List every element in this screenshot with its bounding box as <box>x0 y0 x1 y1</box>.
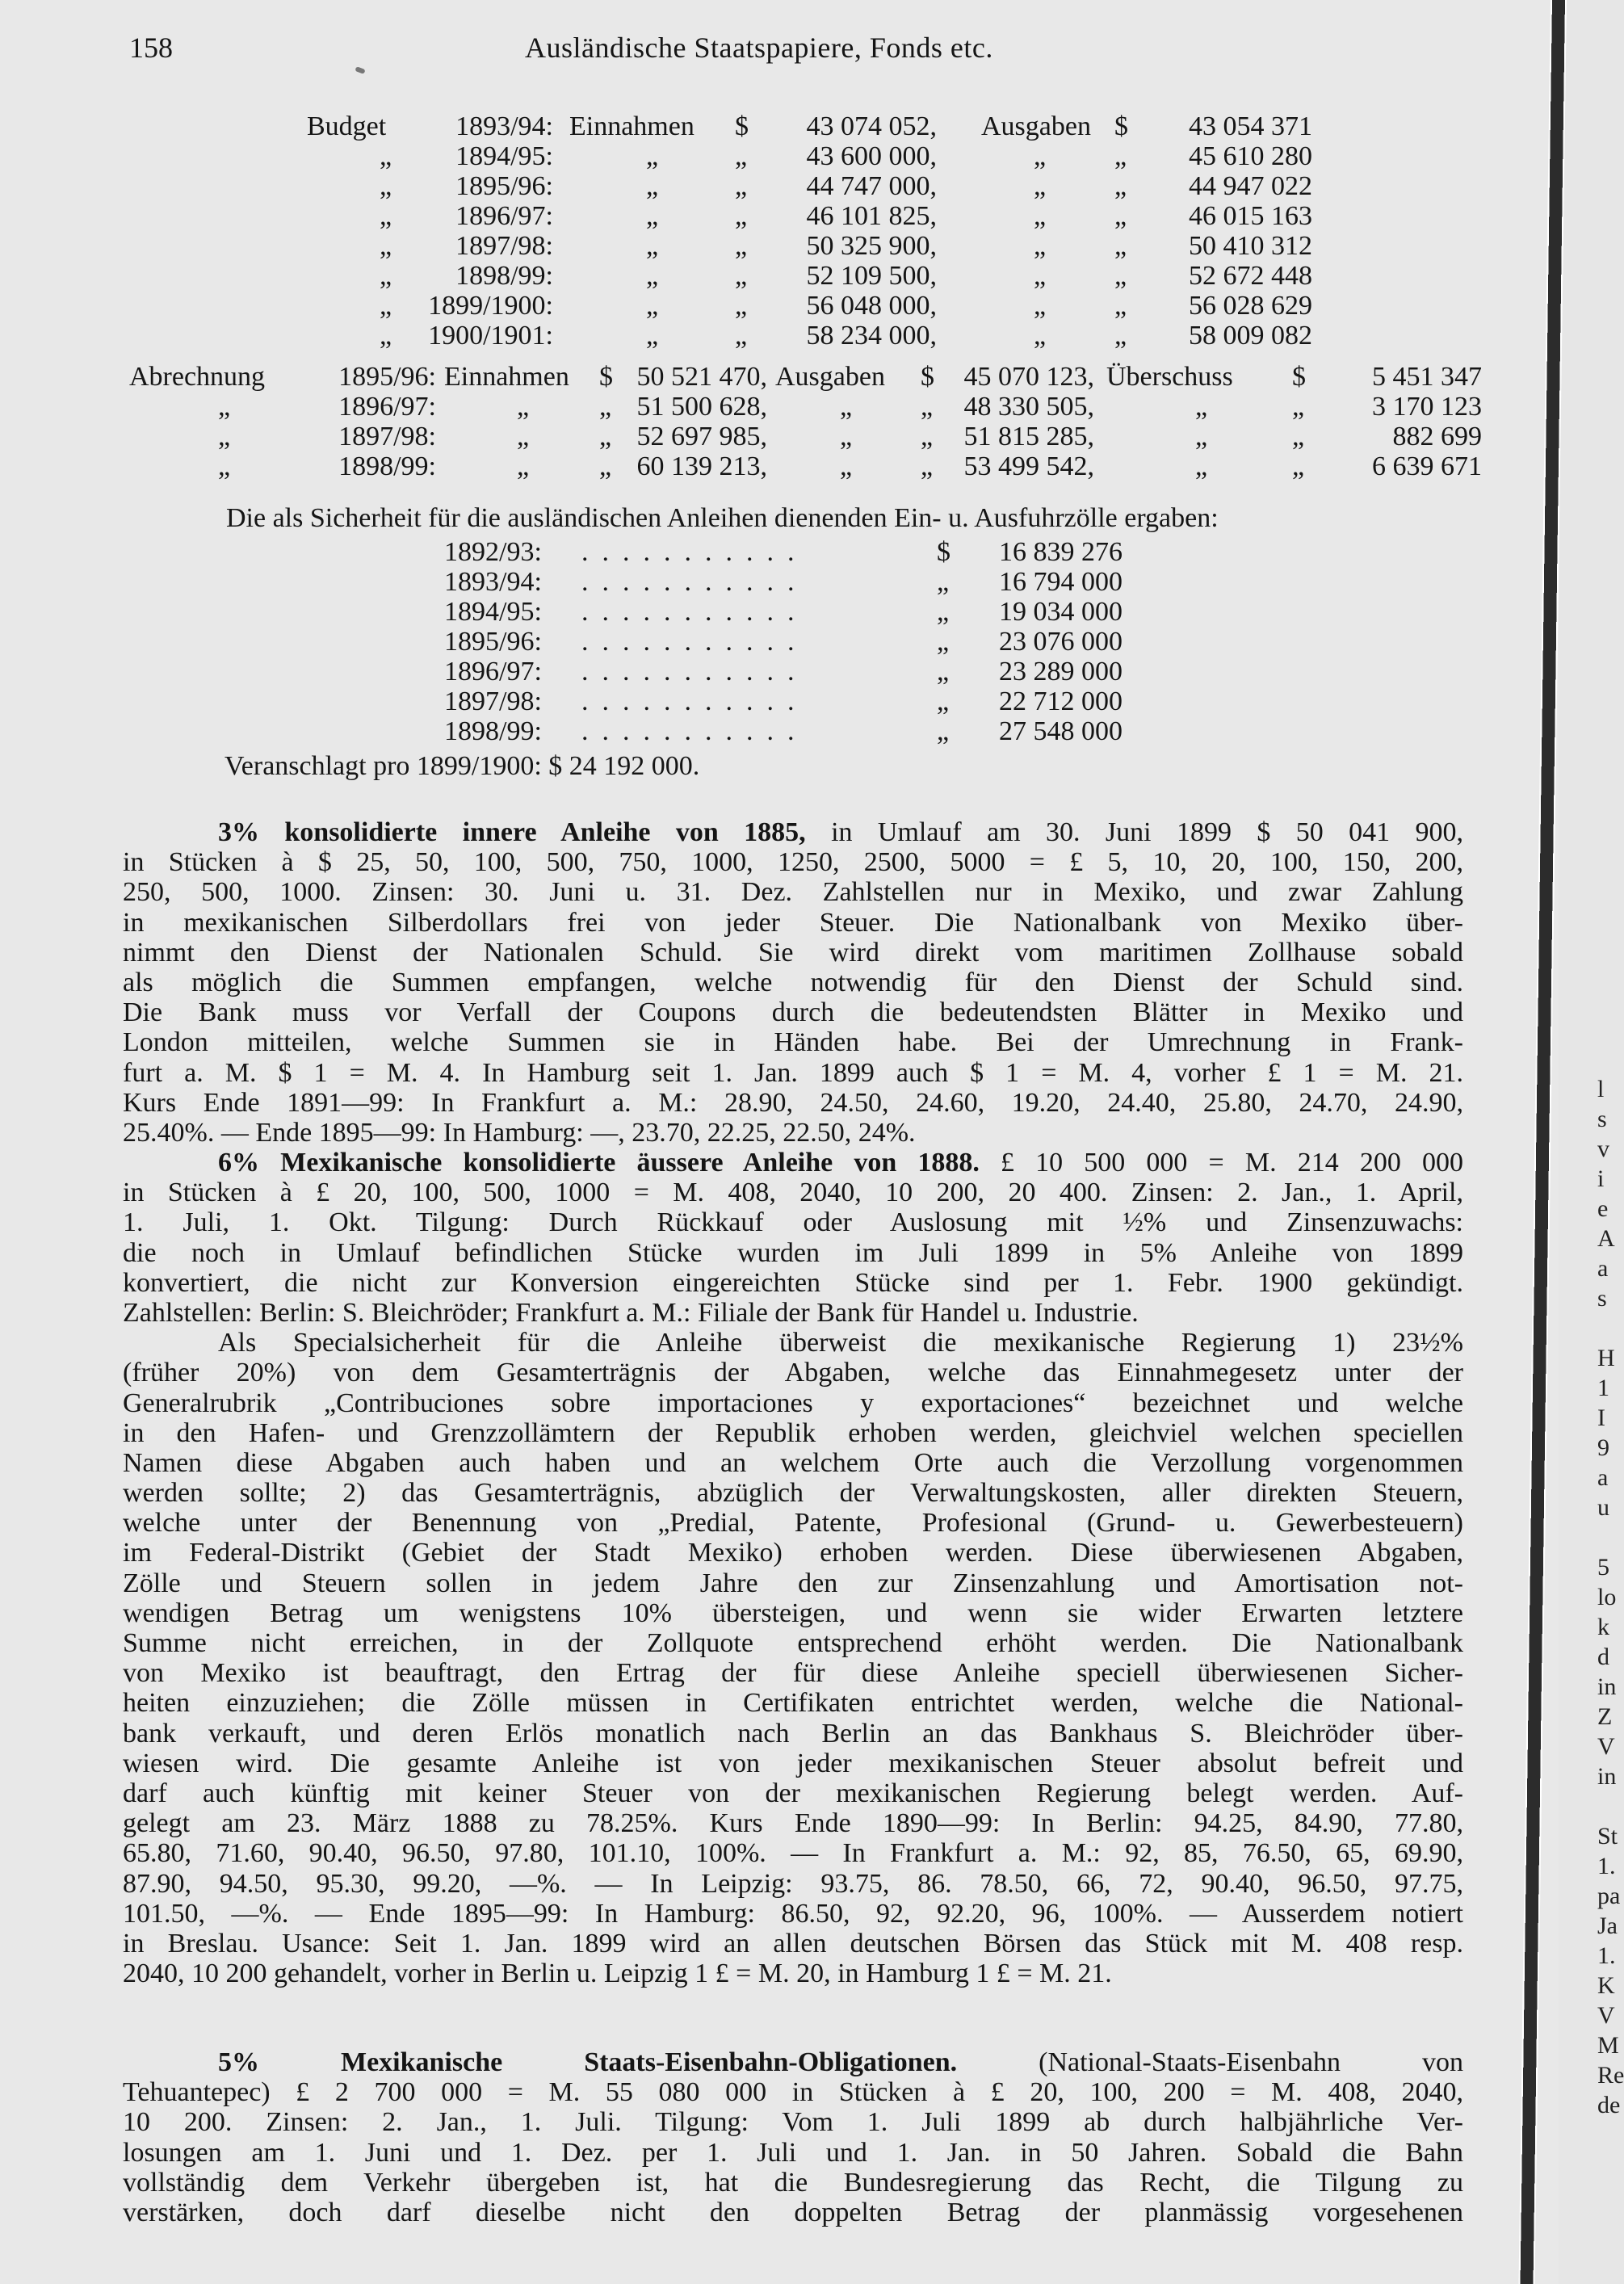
facing-page-fragment: V <box>1597 1733 1615 1760</box>
facing-page-fragment: in <box>1597 1673 1617 1700</box>
currency-symbol: $ <box>735 111 749 141</box>
budget-year: 1899/1900: <box>428 291 553 321</box>
text-line: welche unter der Benennung von „Predial, Patente, Profesional (Grund- u. Gewerbesteuern) <box>123 1508 1463 1539</box>
text-line: in mexikanischen Silberdollars frei von jeder Steuer. Die Nationalbank von Mexiko über- <box>123 907 1463 938</box>
budget-income: 52 109 500, <box>806 261 937 291</box>
settlement-surplus: 6 639 671 <box>1372 451 1482 481</box>
settlement-year: 1897/98: <box>338 422 436 451</box>
facing-page-fragment: K <box>1597 1972 1615 1999</box>
surplus-label: Überschuss <box>1106 362 1233 392</box>
currency-symbol: $ <box>921 362 934 392</box>
text-line: die noch in Umlauf befindlichen Stücke wurden im Juli 1899 in 5% Anleihe von 1899 <box>123 1237 1463 1268</box>
customs-row <box>444 627 1171 657</box>
budget-year: 1896/97: <box>455 201 553 231</box>
customs-value: 23 076 000 <box>999 627 1123 657</box>
ditto-mark: „ <box>1114 321 1127 351</box>
ditto-mark: „ <box>1114 231 1127 261</box>
text-line: konvertiert, die nicht zur Konversion eingereichten Stücke sind per 1. Febr. 1900 gekündigt. <box>123 1267 1463 1298</box>
ditto-mark: „ <box>517 392 530 422</box>
text-line: Summe nicht erreichen, in der Zollquote entsprechend erhöht werden. Die Nationalbank <box>123 1628 1463 1658</box>
customs-estimate: Veranschlagt pro 1899/1900: $ 24 192 000. <box>225 751 700 781</box>
text-line: losungen am 1. Juni und 1. Dez. per 1. Juli und 1. Jan. in 50 Jahren. Sobald die Bahn <box>123 2137 1463 2168</box>
ditto-mark: „ <box>646 291 659 321</box>
customs-row <box>444 567 1171 597</box>
facing-page-fragment: 1 <box>1597 1375 1609 1401</box>
facing-page-fragment: St <box>1597 1823 1618 1849</box>
ditto-mark: „ <box>840 451 853 481</box>
ditto-mark: „ <box>1195 422 1208 451</box>
ditto-mark: „ <box>735 261 748 291</box>
budget-expense: 56 028 629 <box>1189 291 1312 321</box>
ditto-mark: „ <box>380 231 392 261</box>
budget-year: 1900/1901: <box>428 321 553 351</box>
text-line: Die Bank muss vor Verfall der Coupons durch die bedeutendsten Blätter in Mexiko und <box>123 997 1463 1028</box>
customs-year: 1897/98: <box>444 686 542 716</box>
facing-page-fragments <box>1597 1074 1622 2120</box>
settlement-label: Abrechnung <box>129 362 266 392</box>
facing-page-fragment: 5 <box>1597 1554 1609 1581</box>
text-line: gelegt am 23. März 1888 zu 78.25%. Kurs Ende 1890—99: In Berlin: 94.25, 84.90, 77.80, <box>123 1808 1463 1839</box>
ditto-mark: „ <box>380 201 392 231</box>
ditto-mark: „ <box>1195 392 1208 422</box>
running-header <box>129 31 1470 71</box>
customs-year: 1898/99: <box>444 716 542 746</box>
ditto-mark: „ <box>937 657 950 686</box>
customs-year: 1896/97: <box>444 657 542 686</box>
text-line: Tehuantepec) £ 2 700 000 = M. 55 080 000 in Stücken à £ 20, 100, 200 = M. 408, 2040, <box>123 2077 1463 2108</box>
customs-value: 27 548 000 <box>999 716 1123 746</box>
facing-page-fragment: i <box>1597 1165 1605 1192</box>
ditto-mark: „ <box>937 567 950 597</box>
ditto-mark: „ <box>218 451 231 481</box>
settlement-row <box>129 422 1486 451</box>
text-line: Zahlstellen: Berlin: S. Bleichröder; Frankfurt a. M.: Filiale der Bank für Handel u. Industrie. <box>123 1297 1139 1328</box>
ditto-mark: „ <box>218 422 231 451</box>
ditto-mark: „ <box>735 201 748 231</box>
section-3pct-inner-loan <box>123 817 1463 1148</box>
ditto-mark: „ <box>380 321 392 351</box>
budget-expense: 45 610 280 <box>1189 141 1312 171</box>
settlement-expense: 53 499 542, <box>963 451 1094 481</box>
ditto-mark: „ <box>380 291 392 321</box>
budget-year: 1897/98: <box>455 231 553 261</box>
leader-dots: ........... <box>581 537 808 567</box>
budget-year: 1894/95: <box>455 141 553 171</box>
budget-expense: 43 054 371 <box>1189 111 1312 141</box>
section-heading: 3% konsolidierte innere Anleihe von 1885, <box>218 817 806 847</box>
facing-page-fragment: s <box>1597 1285 1607 1312</box>
ditto-mark: „ <box>1292 422 1305 451</box>
text-line: wiesen wird. Die gesamte Anleihe ist von jeder mexikanischen Steuer absolut befreit und <box>123 1748 1463 1778</box>
ditto-mark: „ <box>646 141 659 171</box>
ditto-mark: „ <box>1034 201 1047 231</box>
ditto-mark: „ <box>517 451 530 481</box>
text-run: in Umlauf am 30. Juni 1899 $ 50 041 900, <box>805 817 1463 847</box>
budget-label: Budget <box>307 111 387 141</box>
budget-row <box>307 171 1357 201</box>
budget-row <box>307 291 1357 321</box>
settlement-expense: 48 330 505, <box>963 392 1094 422</box>
facing-page-fragment: lo <box>1597 1584 1617 1610</box>
customs-intro: Die als Sicherheit für die ausländischen Anleihen dienenden Ein- u. Ausfuhrzölle ergaben: <box>226 503 1219 533</box>
ditto-mark: „ <box>735 231 748 261</box>
budget-expense: 46 015 163 <box>1189 201 1312 231</box>
facing-page-fragment: 1. <box>1597 1942 1616 1969</box>
settlement-table <box>129 362 1486 481</box>
ditto-mark: „ <box>735 321 748 351</box>
ditto-mark: „ <box>646 321 659 351</box>
facing-page-fragment: u <box>1597 1494 1609 1521</box>
ditto-mark: „ <box>1114 171 1127 201</box>
ditto-mark: „ <box>1034 171 1047 201</box>
text-line: in Breslau. Usance: Seit 1. Jan. 1899 wird an allen deutschen Börsen das Stück mit M. 408 resp. <box>123 1928 1463 1959</box>
text-line: in Stücken à £ 20, 100, 500, 1000 = M. 408, 2040, 10 200, 20 400. Zinsen: 2. Jan., 1. April, <box>123 1178 1463 1208</box>
text-line: London mitteilen, welche Summen sie in Händen habe. Bei der Umrechnung in Frank- <box>123 1027 1463 1058</box>
customs-year: 1895/96: <box>444 627 542 657</box>
facing-page-fragment: 1. <box>1597 1853 1616 1879</box>
ditto-mark: „ <box>380 141 392 171</box>
settlement-income: 52 697 985, <box>636 422 767 451</box>
leader-dots: ........... <box>581 567 808 597</box>
income-label: Einnahmen <box>569 111 695 141</box>
text-line: 1. Juli, 1. Okt. Tilgung: Durch Rückkauf oder Auslosung mit ½% und Zinsenzuwachs: <box>123 1207 1463 1238</box>
customs-year: 1892/93: <box>444 537 542 567</box>
ditto-mark: „ <box>599 422 612 451</box>
customs-value: 22 712 000 <box>999 686 1123 716</box>
ditto-mark: „ <box>646 171 659 201</box>
settlement-year: 1896/97: <box>338 392 436 422</box>
settlement-income: 51 500 628, <box>636 392 767 422</box>
ditto-mark: „ <box>840 392 853 422</box>
budget-income: 43 600 000, <box>806 141 937 171</box>
facing-page-fragment: H <box>1597 1345 1615 1371</box>
budget-row <box>307 141 1357 171</box>
ditto-mark: „ <box>646 261 659 291</box>
facing-page-fragment: Ja <box>1597 1912 1618 1939</box>
text-line: 65.80, 71.60, 90.40, 96.50, 97.80, 101.10, 100%. — In Frankfurt a. M.: 92, 85, 76.50, 65, 69.90, <box>123 1838 1463 1869</box>
text-line: (früher 20%) von dem Gesamterträgnis der Abgaben, welche das Einnahmegesetz unter der <box>123 1358 1463 1388</box>
text-line: Kurs Ende 1891—99: In Frankfurt a. M.: 28.90, 24.50, 24.60, 19.20, 24.40, 25.80, 24.70, 24.90, <box>123 1087 1463 1118</box>
budget-income: 43 074 052, <box>806 111 937 141</box>
customs-value: 16 839 276 <box>999 537 1123 567</box>
text-line: bank verkauft, und deren Erlös monatlich nach Berlin an das Bankhaus S. Bleichröder über- <box>123 1718 1463 1749</box>
budget-income: 58 234 000, <box>806 321 937 351</box>
facing-page-fragment: d <box>1597 1644 1609 1670</box>
text-line: werden sollte; 2) das Gesamterträgnis, abzüglich der Verwaltungskosten, aller direkten Steuern, <box>123 1478 1463 1509</box>
facing-page-fragment: I <box>1597 1404 1605 1431</box>
budget-expense: 50 410 312 <box>1189 231 1312 261</box>
section-heading: 6% Mexikanische konsolidierte äussere Anleihe von 1888. <box>218 1148 980 1178</box>
facing-page-fragment: Re <box>1597 2062 1624 2089</box>
budget-year: 1898/99: <box>455 261 553 291</box>
text-line: vollständig dem Verkehr übergeben ist, hat die Bundesregierung das Recht, die Tilgung zu <box>123 2167 1463 2198</box>
facing-page-fragment: k <box>1597 1614 1609 1640</box>
facing-page-fragment: a <box>1597 1255 1609 1282</box>
budget-income: 56 048 000, <box>806 291 937 321</box>
running-title: Ausländische Staatspapiere, Fonds etc. <box>525 31 993 64</box>
text-line: verstärken, doch darf dieselbe nicht den doppelten Betrag der planmässig vorgesehenen <box>123 2197 1463 2227</box>
currency-symbol: $ <box>599 362 613 392</box>
text-line: wendigen Betrag um wenigstens 10% übersteigen, und wenn sie wider Erwarten letztere <box>123 1598 1463 1628</box>
text-line: in Stücken à $ 25, 50, 100, 500, 750, 1000, 1250, 2500, 5000 = £ 5, 10, 20, 100, 150, 200, <box>123 847 1463 878</box>
customs-year: 1894/95: <box>444 597 542 627</box>
ditto-mark: „ <box>937 686 950 716</box>
text-line: furt a. M. $ 1 = M. 4. In Hamburg seit 1. Jan. 1899 auch $ 1 = M. 4, vorher £ 1 = M. 21. <box>123 1057 1463 1088</box>
text-line: nimmt den Dienst der Nationalen Schuld. Sie wird direkt vom maritimen Zollhause sobald <box>123 937 1463 968</box>
ditto-mark: „ <box>921 451 934 481</box>
currency-symbol: $ <box>1114 111 1128 141</box>
budget-income: 44 747 000, <box>806 171 937 201</box>
ditto-mark: „ <box>218 392 231 422</box>
text-line: Als Specialsicherheit für die Anleihe überweist die mexikanische Regierung 1) 23½% <box>218 1328 1463 1358</box>
ditto-mark: „ <box>646 201 659 231</box>
section-heading: 5% Mexikanische Staats-Eisenbahn-Obligationen. <box>218 2047 958 2077</box>
customs-value: 23 289 000 <box>999 657 1123 686</box>
settlement-income: 50 521 470, <box>636 362 767 392</box>
text-line: 250, 500, 1000. Zinsen: 30. Juni u. 31. Dez. Zahlstellen nur in Mexiko, und zwar Zahlung <box>123 877 1463 908</box>
budget-expense: 58 009 082 <box>1189 321 1312 351</box>
facing-page-fragment: Z <box>1597 1703 1613 1730</box>
budget-row <box>307 201 1357 231</box>
budget-income: 46 101 825, <box>806 201 937 231</box>
text-line: heiten einzuziehen; die Zölle müssen in Certifikaten entrichtet werden, welche die National- <box>123 1688 1463 1719</box>
settlement-row <box>129 451 1486 481</box>
ditto-mark: „ <box>1114 261 1127 291</box>
customs-table <box>444 537 1171 746</box>
text-line: im Federal-Distrikt (Gebiet der Stadt Mexiko) erhoben werden. Diese überwiesenen Abgaben, <box>123 1538 1463 1568</box>
text-run: (National-Staats-Eisenbahn von <box>957 2047 1464 2077</box>
customs-value: 19 034 000 <box>999 597 1123 627</box>
facing-page-fragment: A <box>1597 1225 1615 1252</box>
customs-value: 16 794 000 <box>999 567 1123 597</box>
currency-symbol: $ <box>1292 362 1306 392</box>
settlement-expense: 45 070 123, <box>963 362 1094 392</box>
expense-label: Ausgaben <box>981 111 1091 141</box>
budget-year: 1893/94: <box>455 111 553 141</box>
budget-row <box>307 321 1357 351</box>
ditto-mark: „ <box>1034 141 1047 171</box>
ditto-mark: „ <box>735 171 748 201</box>
text-run: £ 10 500 000 = M. 214 200 000 <box>979 1148 1463 1178</box>
page-number: 158 <box>129 31 173 64</box>
budget-table <box>307 111 1357 351</box>
budget-expense: 44 947 022 <box>1189 171 1312 201</box>
text-line: als möglich die Summen empfangen, welche notwendig für den Dienst der Schuld sind. <box>123 967 1463 997</box>
ditto-mark: „ <box>1034 231 1047 261</box>
facing-page-fragment <box>1597 1791 1622 1821</box>
leader-dots: ........... <box>581 627 808 657</box>
settlement-year: 1898/99: <box>338 451 436 481</box>
customs-row <box>444 537 1171 567</box>
ditto-mark: „ <box>921 392 934 422</box>
facing-page-fragment: a <box>1597 1464 1609 1491</box>
income-label: Einnahmen <box>444 362 569 392</box>
text-line: Zölle und Steuern sollen in jedem Jahre den zur Zinsenzahlung und Amortisation not- <box>123 1568 1463 1598</box>
budget-row <box>307 231 1357 261</box>
customs-row <box>444 597 1171 627</box>
ditto-mark: „ <box>380 261 392 291</box>
expense-label: Ausgaben <box>775 362 885 392</box>
settlement-surplus: 882 699 <box>1392 422 1482 451</box>
settlement-row <box>129 392 1486 422</box>
facing-page-fragment: v <box>1597 1136 1609 1162</box>
ditto-mark: „ <box>1034 321 1047 351</box>
facing-page-fragment: M <box>1597 2032 1619 2059</box>
budget-row <box>307 261 1357 291</box>
ditto-mark: „ <box>599 451 612 481</box>
budget-row <box>307 111 1357 141</box>
settlement-surplus: 5 451 347 <box>1372 362 1482 392</box>
facing-page-fragment: in <box>1597 1763 1617 1790</box>
facing-page-fragment: l <box>1597 1076 1605 1102</box>
facing-page-fragment <box>1597 1313 1622 1343</box>
text-line: in den Hafen- und Grenzzollämtern der Republik erhoben werden, gleichviel welchen speciellen <box>123 1417 1463 1448</box>
facing-page-fragment <box>1597 1522 1622 1552</box>
facing-page-fragment: pa <box>1597 1883 1621 1909</box>
facing-page-fragment: 9 <box>1597 1434 1609 1461</box>
ditto-mark: „ <box>1034 291 1047 321</box>
text-line: Namen diese Abgaben auch haben und an welchem Orte auch die Verzollung vorgenommen <box>123 1447 1463 1478</box>
section-6pct-external-loan <box>123 1148 1463 1988</box>
ditto-mark: „ <box>1195 451 1208 481</box>
text-line <box>123 1148 1463 1178</box>
ditto-mark: „ <box>1292 392 1305 422</box>
facing-page-fragment: V <box>1597 2002 1615 2029</box>
leader-dots: ........... <box>581 686 808 716</box>
facing-page-fragment: e <box>1597 1195 1609 1222</box>
settlement-surplus: 3 170 123 <box>1372 392 1482 422</box>
settlement-income: 60 139 213, <box>636 451 767 481</box>
text-line: von Mexiko ist beauftragt, den Ertrag der für diese Anleihe speciell überwiesenen Sicher- <box>123 1658 1463 1689</box>
facing-page-fragment: de <box>1597 2092 1621 2118</box>
customs-row <box>444 686 1171 716</box>
text-line: 101.50, —%. — Ende 1895—99: In Hamburg: 86.50, 92, 92.20, 96, 100%. — Ausserdem notiert <box>123 1898 1463 1929</box>
ditto-mark: „ <box>1114 291 1127 321</box>
text-line: 25.40%. — Ende 1895—99: In Hamburg: —, 23.70, 22.25, 22.50, 24%. <box>123 1117 916 1148</box>
currency-symbol: $ <box>937 537 950 567</box>
budget-expense: 52 672 448 <box>1189 261 1312 291</box>
ditto-mark: „ <box>735 141 748 171</box>
ditto-mark: „ <box>921 422 934 451</box>
text-line <box>123 817 1463 847</box>
text-line <box>123 2047 1463 2077</box>
customs-row <box>444 716 1171 746</box>
ditto-mark: „ <box>1114 201 1127 231</box>
text-line: 10 200. Zinsen: 2. Jan., 1. Juli. Tilgung: Vom 1. Juli 1899 ab durch halbjährliche Ver- <box>123 2107 1463 2138</box>
ditto-mark: „ <box>937 597 950 627</box>
ditto-mark: „ <box>599 392 612 422</box>
ditto-mark: „ <box>1292 451 1305 481</box>
ditto-mark: „ <box>1114 141 1127 171</box>
ditto-mark: „ <box>380 171 392 201</box>
settlement-expense: 51 815 285, <box>963 422 1094 451</box>
text-line: 87.90, 94.50, 95.30, 99.20, —%. — In Leipzig: 93.75, 86. 78.50, 66, 72, 90.40, 96.50, 97.75, <box>123 1868 1463 1899</box>
ditto-mark: „ <box>646 231 659 261</box>
leader-dots: ........... <box>581 716 808 746</box>
ditto-mark: „ <box>517 422 530 451</box>
facing-page-fragment: s <box>1597 1106 1607 1132</box>
text-line: darf auch künftig mit keiner Steuer von der mexikanischen Regierung belegt werden. Auf- <box>123 1778 1463 1808</box>
customs-row <box>444 657 1171 686</box>
budget-income: 50 325 900, <box>806 231 937 261</box>
ditto-mark: „ <box>937 716 950 746</box>
ditto-mark: „ <box>937 627 950 657</box>
leader-dots: ........... <box>581 657 808 686</box>
ditto-mark: „ <box>840 422 853 451</box>
budget-year: 1895/96: <box>455 171 553 201</box>
customs-year: 1893/94: <box>444 567 542 597</box>
ditto-mark: „ <box>1034 261 1047 291</box>
ditto-mark: „ <box>735 291 748 321</box>
section-5pct-railway-bonds <box>123 2047 1463 2227</box>
settlement-year: 1895/96: <box>338 362 436 392</box>
text-line: 2040, 10 200 gehandelt, vorher in Berlin u. Leipzig 1 £ = M. 20, in Hamburg 1 £ = M. 21. <box>123 1959 1112 1989</box>
settlement-row <box>129 362 1486 392</box>
text-line: Generalrubrik „Contribuciones sobre importaciones y exportaciones“ bezeichnet und welche <box>123 1388 1463 1418</box>
leader-dots: ........... <box>581 597 808 627</box>
